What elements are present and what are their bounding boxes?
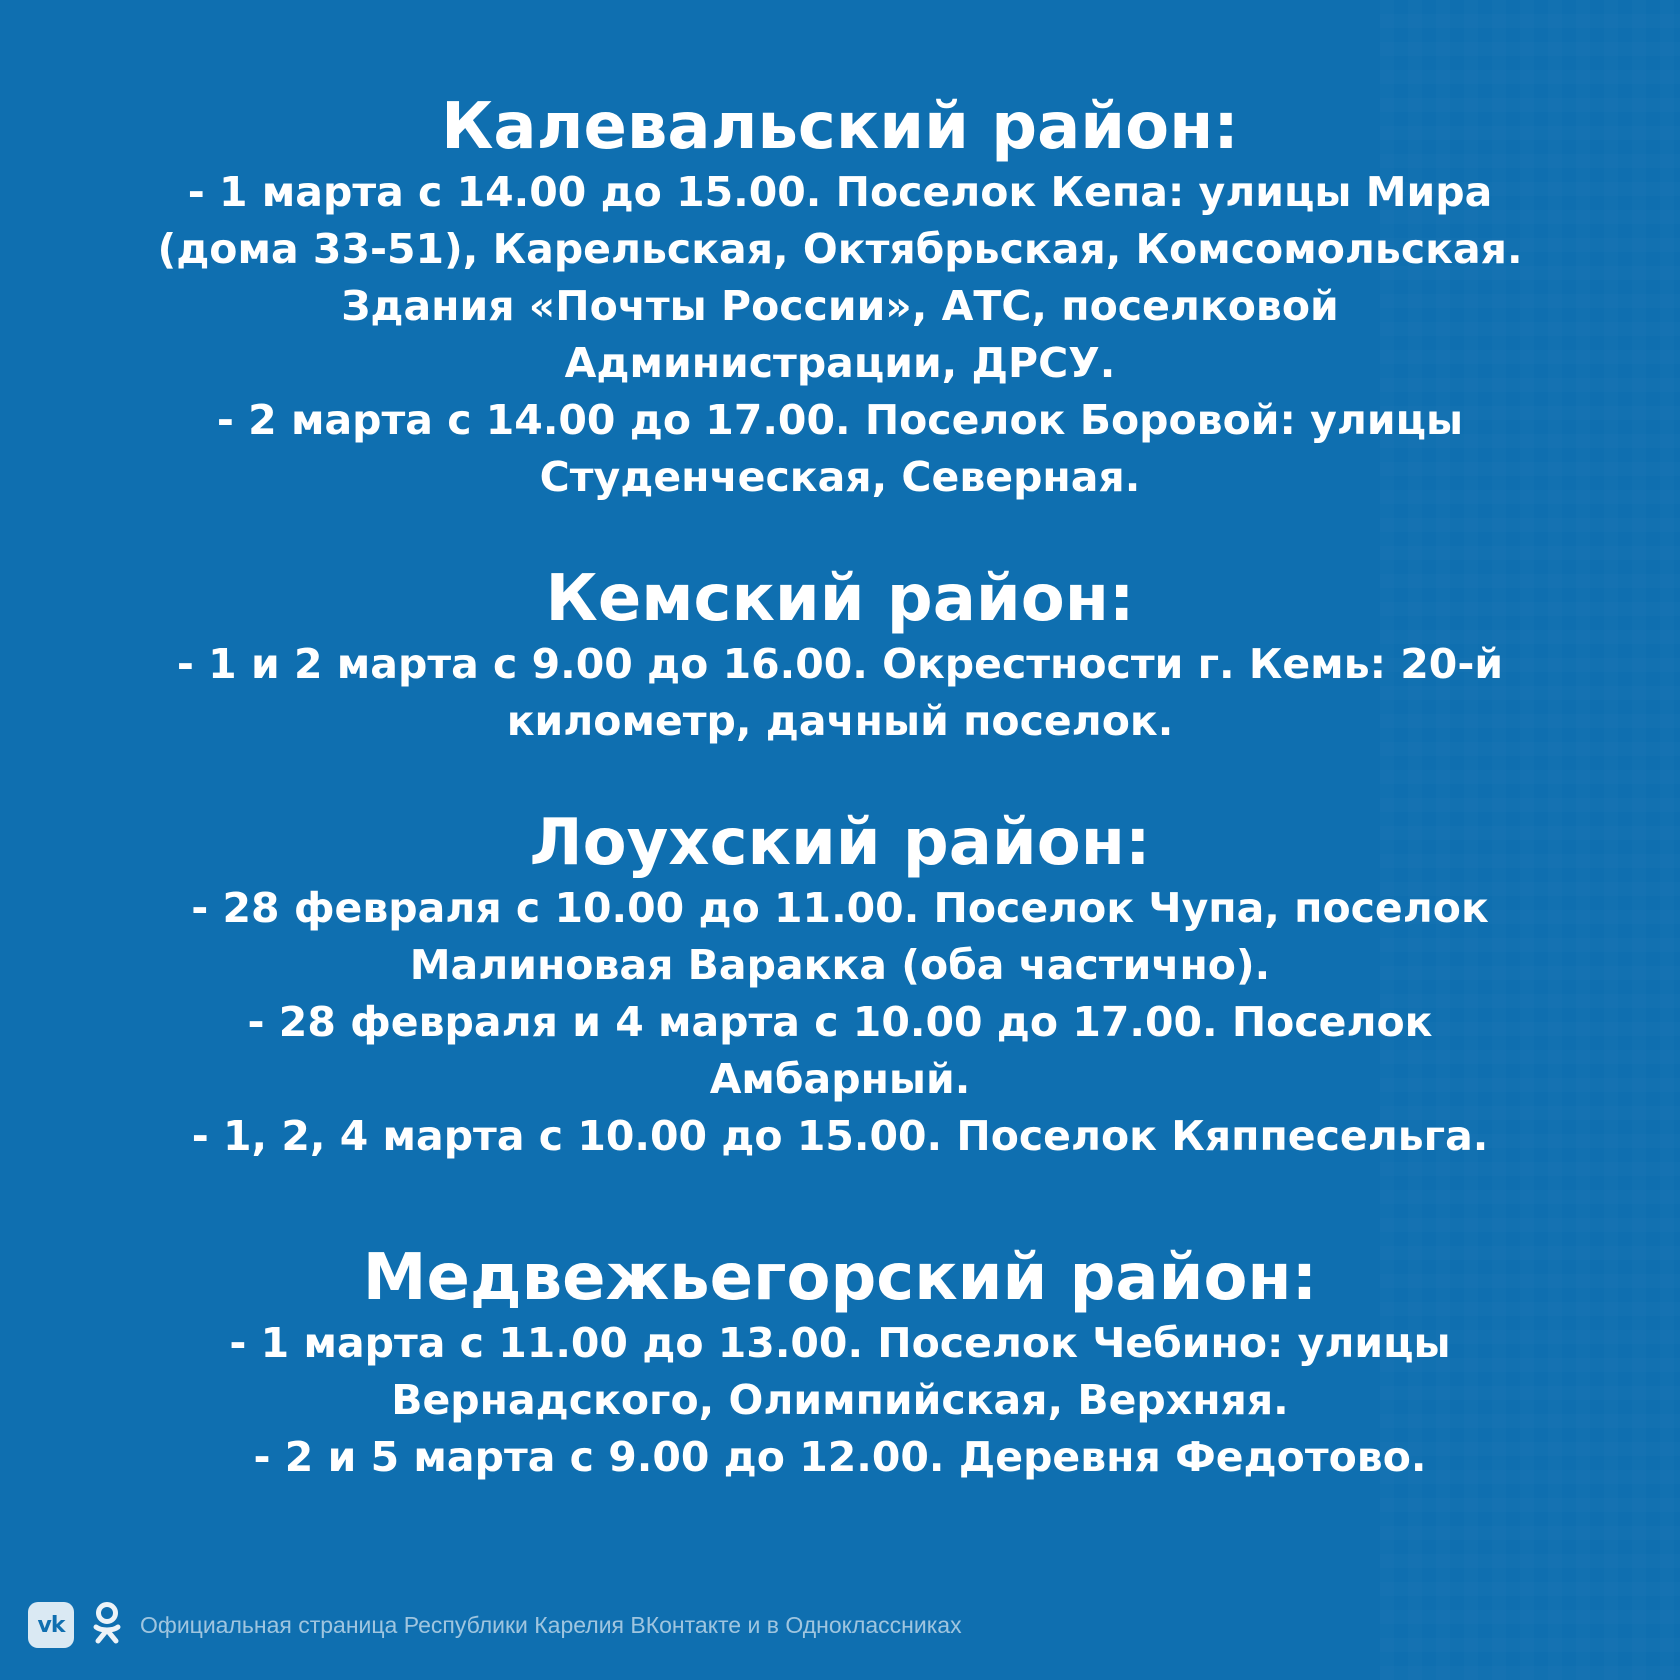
section-medvezhyegorsk <box>80 1241 1600 1486</box>
schedule-line: - 2 марта с 14.00 до 17.00. Поселок Боровой: улицы <box>216 396 1464 444</box>
schedule-line: - 1 марта с 14.00 до 15.00. Поселок Кепа: улицы Мира <box>187 168 1493 216</box>
schedule-line: - 28 февраля и 4 марта с 10.00 до 17.00. Поселок <box>247 998 1433 1046</box>
schedule-line: (дома 33-51), Карельская, Октябрьская, Комсомольская. <box>157 225 1523 273</box>
schedule-line: - 1 марта с 11.00 до 13.00. Поселок Чебино: улицы <box>229 1319 1451 1367</box>
footer <box>28 1598 962 1652</box>
vk-logo-icon[interactable] <box>28 1602 74 1648</box>
section-loukhi <box>80 806 1600 1165</box>
schedule-line: километр, дачный поселок. <box>506 697 1174 745</box>
schedule-line: Амбарный. <box>709 1055 971 1103</box>
section-kalevala <box>80 90 1600 506</box>
district-title: Калевальский район: <box>441 90 1239 164</box>
district-title: Лоухский район: <box>529 806 1151 880</box>
schedule-line: - 28 февраля с 10.00 до 11.00. Поселок Чупа, поселок <box>191 884 1489 932</box>
odnoklassniki-logo-icon[interactable] <box>90 1602 124 1648</box>
schedule-line: - 2 и 5 марта с 9.00 до 12.00. Деревня Федотово. <box>253 1433 1427 1481</box>
vk-logo-text: vk <box>37 1612 65 1638</box>
schedule-line: Здания «Почты России», АТС, поселковой <box>341 282 1339 330</box>
schedule-line: - 1, 2, 4 марта с 10.00 до 15.00. Поселок Кяппесельга. <box>191 1112 1489 1160</box>
schedule-line: - 1 и 2 марта с 9.00 до 16.00. Окрестности г. Кемь: 20-й <box>176 640 1504 688</box>
schedule-line: Малиновая Варакка (оба частично). <box>409 941 1271 989</box>
district-title: Медвежьегорский район: <box>362 1241 1318 1315</box>
schedule-line: Администрации, ДРСУ. <box>564 339 1116 387</box>
footer-text: Официальная страница Республики Карелия ВКонтакте и в Одноклассниках <box>140 1611 962 1638</box>
district-title: Кемский район: <box>545 562 1135 636</box>
schedule-line: Вернадского, Олимпийская, Верхняя. <box>391 1376 1289 1424</box>
schedule-content <box>80 90 1600 1486</box>
section-kem <box>80 562 1600 750</box>
schedule-line: Студенческая, Северная. <box>539 453 1141 501</box>
